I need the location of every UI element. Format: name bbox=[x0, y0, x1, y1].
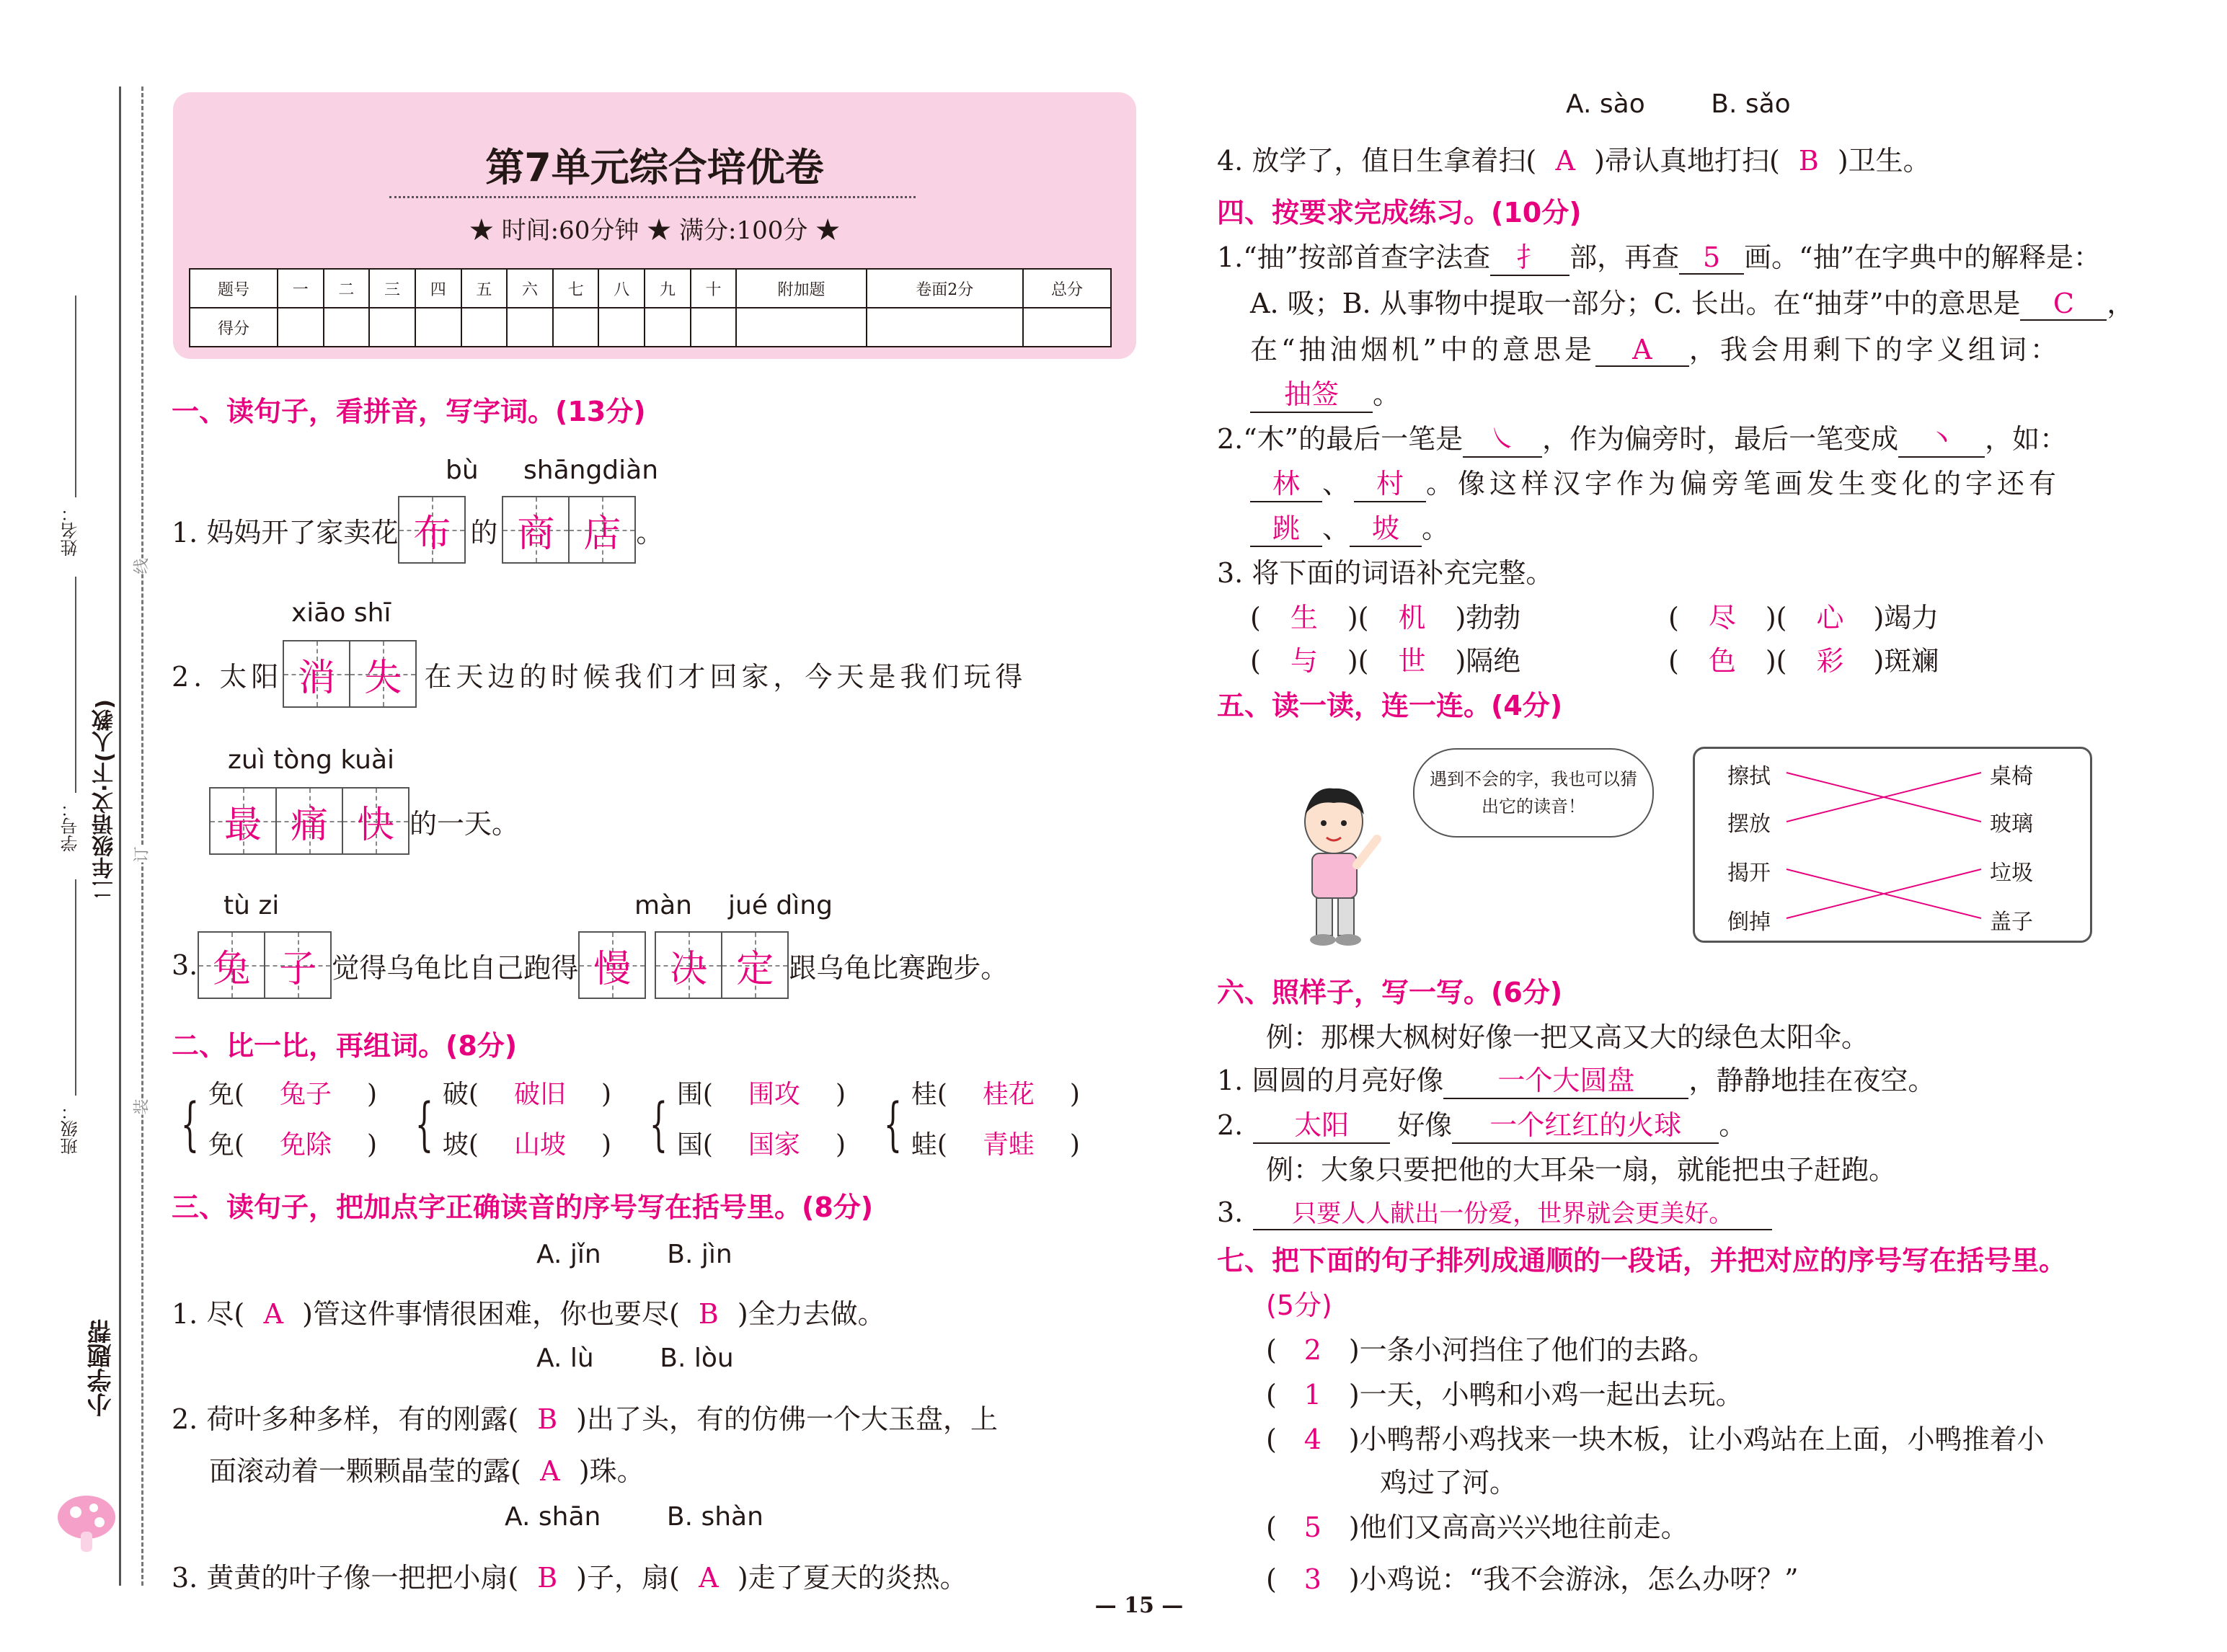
answer-blank[interactable]: B bbox=[698, 1298, 719, 1330]
s4-question-1-line2: A. 吸；B. 从事物中提取一部分；C. 长出。在“抽芽”中的意思是 C ， bbox=[1250, 288, 2135, 319]
class-blank[interactable] bbox=[75, 879, 76, 1096]
question-text: 3. bbox=[172, 949, 198, 981]
title-underline bbox=[389, 196, 916, 198]
section-1-heading: 一、读句子，看拼音，写字词。(13分) bbox=[172, 396, 646, 427]
answer-box[interactable]: 慢 bbox=[578, 931, 646, 999]
page-title: 第7单元综合培优卷 bbox=[485, 145, 824, 190]
score-cell[interactable] bbox=[553, 308, 599, 347]
answer-blank[interactable]: 尽 bbox=[1708, 602, 1736, 634]
answer-box[interactable]: 决 定 bbox=[655, 931, 789, 999]
answer-blank[interactable]: A bbox=[540, 1455, 560, 1487]
answer-blank[interactable]: 桂花 bbox=[982, 1080, 1035, 1109]
compare-row: 围( 围攻 ) bbox=[677, 1074, 846, 1124]
idiom-item: ( 尽 )( 心 )竭力 bbox=[1668, 595, 1939, 635]
example-sentence: 例：大象只要把他的大耳朵一扇，就能把虫子赶跑。 bbox=[1266, 1154, 1897, 1186]
answer-blank[interactable]: A bbox=[699, 1562, 719, 1594]
answer-blank[interactable]: ㇏ bbox=[1463, 417, 1542, 458]
idiom-item: ( 与 )( 世 )隔绝 bbox=[1250, 639, 1520, 678]
section-6-heading: 六、照样子，写一写。(6分) bbox=[1217, 977, 1563, 1008]
s4-question-2: 2.“木”的最后一笔是 ㇏ ，作为偏旁时，最后一笔变成 丶 ，如： bbox=[1217, 417, 2067, 458]
pinyin: jué dìng bbox=[728, 891, 833, 920]
pronunciation-options: A. lù B. lòu bbox=[536, 1344, 734, 1373]
section-7-heading: 七、把下面的句子排列成通顺的一段话，并把对应的序号写在括号里。 bbox=[1217, 1245, 2067, 1276]
example-sentence: 例：那棵大枫树好像一把又高又大的绿色太阳伞。 bbox=[1266, 1021, 1869, 1053]
pinyin: zuì tòng kuài bbox=[228, 745, 395, 775]
answer-blank[interactable]: 5 bbox=[1679, 241, 1744, 275]
student-id-label: 学号： bbox=[61, 800, 81, 852]
section-7-score: (5分) bbox=[1266, 1289, 1332, 1321]
answer-box[interactable]: 消 失 bbox=[283, 640, 417, 708]
compare-group bbox=[406, 1074, 611, 1175]
question-text: 的 bbox=[470, 516, 498, 549]
s4-question-1-line3: 在“抽油烟机”中的意思是 A ，我会用剩下的字义组词： bbox=[1250, 334, 2061, 365]
answer-blank[interactable]: 免除 bbox=[279, 1130, 332, 1160]
s6-question-2: 2. 太阳 好像 一个红红的火球 。 bbox=[1217, 1103, 1746, 1144]
s4-question-2-line3: 跳 、 坡 。 bbox=[1250, 506, 1449, 547]
binding-line-dashed bbox=[141, 86, 143, 1586]
question-text: 。 bbox=[636, 516, 664, 549]
score-header-cell: 题号 bbox=[190, 269, 278, 308]
answer-blank[interactable]: 青蛙 bbox=[982, 1130, 1035, 1160]
pinyin: xiāo shī bbox=[291, 598, 391, 628]
compare-row: 破( 破旧 ) bbox=[443, 1074, 611, 1124]
score-cell[interactable] bbox=[507, 308, 553, 347]
answer-blank[interactable]: 心 bbox=[1816, 602, 1844, 634]
score-cell[interactable] bbox=[461, 308, 508, 347]
compare-row: 蛙( 青蛙 ) bbox=[911, 1124, 1080, 1175]
score-cell[interactable] bbox=[369, 308, 415, 347]
score-header-cell: 八 bbox=[598, 269, 645, 308]
score-header-cell: 六 bbox=[507, 269, 553, 308]
score-cell[interactable] bbox=[415, 308, 461, 347]
name-blank[interactable] bbox=[75, 296, 76, 497]
compare-row: 免( 免除 ) bbox=[208, 1124, 377, 1175]
score-header-cell: 四 bbox=[415, 269, 461, 308]
answer-blank[interactable]: 3 bbox=[1303, 1563, 1321, 1595]
answer-blank[interactable]: C bbox=[2020, 288, 2107, 321]
s1-question-3 bbox=[172, 931, 1008, 999]
idiom-item: ( 生 )( 机 )勃勃 bbox=[1250, 595, 1520, 635]
compare-row: 桂( 桂花 ) bbox=[911, 1074, 1080, 1124]
order-item: ( 4 )小鸭帮小鸡找来一块木板，让小鸡站在上面，小鸭推着小 bbox=[1266, 1424, 2045, 1455]
match-left-item[interactable]: 擦拭 bbox=[1727, 764, 1771, 789]
pinyin: shāngdiàn bbox=[523, 456, 659, 485]
order-item: ( 2 )一条小河挡住了他们的去路。 bbox=[1266, 1334, 1716, 1366]
score-header-cell: 卷面2分 bbox=[867, 269, 1023, 308]
answer-blank[interactable]: 机 bbox=[1398, 602, 1426, 634]
score-cell[interactable] bbox=[324, 308, 370, 347]
pronunciation-options: A. shān B. shàn bbox=[505, 1502, 763, 1532]
answer-blank[interactable]: 太阳 bbox=[1253, 1103, 1390, 1144]
answer-blank[interactable]: 只要人人献出一份爱，世界就会更美好。 bbox=[1253, 1194, 1772, 1230]
answer-blank[interactable]: 世 bbox=[1398, 645, 1426, 677]
speech-bubble bbox=[1413, 748, 1654, 838]
s4-question-3-title: 3. 将下面的词语补充完整。 bbox=[1217, 557, 1554, 589]
exam-meta: ★ 时间:60分钟 ★ 满分:100分 ★ bbox=[469, 216, 841, 245]
answer-blank[interactable]: 兔子 bbox=[279, 1080, 332, 1109]
score-row-label: 得分 bbox=[190, 308, 278, 347]
brace-icon: { bbox=[649, 1091, 668, 1158]
order-item: ( 1 )一天，小鸭和小鸡一起出去玩。 bbox=[1266, 1379, 1743, 1411]
compare-row: 免( 兔子 ) bbox=[208, 1074, 377, 1124]
answer-blank[interactable]: B bbox=[537, 1403, 558, 1435]
answer-blank[interactable]: 一个大圆盘 bbox=[1443, 1058, 1688, 1099]
s3-question-1: 1. 尽( A )管这件事情很困难，你也要尽( B )全力去做。 bbox=[172, 1298, 885, 1330]
s6-question-3: 3. 只要人人献出一份爱，世界就会更美好。 bbox=[1217, 1194, 1772, 1230]
page-number: — 15 — bbox=[1094, 1593, 1184, 1618]
score-cell[interactable] bbox=[736, 308, 866, 347]
answer-blank[interactable]: B bbox=[1798, 145, 1819, 177]
section-3-heading: 三、读句子，把加点字正确读音的序号写在括号里。(8分) bbox=[172, 1191, 874, 1223]
match-right-item[interactable]: 盖子 bbox=[1990, 910, 2033, 935]
order-item-cont: 鸡过了河。 bbox=[1380, 1467, 1518, 1498]
answer-blank[interactable]: 国家 bbox=[748, 1130, 800, 1160]
answer-blank[interactable]: 色 bbox=[1708, 645, 1736, 677]
answer-blank[interactable]: 破旧 bbox=[513, 1080, 566, 1109]
name-label: 姓名： bbox=[61, 505, 81, 556]
student-id-blank[interactable] bbox=[75, 577, 76, 793]
section-2-heading: 二、比一比，再组词。(8分) bbox=[172, 1030, 518, 1062]
question-text: 在天边的时候我们才回家，今天是我们玩得 bbox=[424, 660, 1027, 693]
s3-question-2-cont: 面滚动着一颗颗晶莹的露( A )珠。 bbox=[209, 1455, 645, 1487]
compare-row: 坡( 山坡 ) bbox=[443, 1124, 611, 1175]
compare-group bbox=[875, 1074, 1080, 1175]
answer-blank[interactable]: B bbox=[537, 1562, 558, 1594]
s1-question-2 bbox=[172, 640, 1027, 708]
score-cell[interactable] bbox=[278, 308, 324, 347]
s1-question-2b bbox=[209, 787, 519, 855]
order-item: ( 5 )他们又高高兴兴地往前走。 bbox=[1266, 1511, 1688, 1543]
score-table bbox=[189, 268, 1112, 347]
answer-blank[interactable]: A bbox=[1595, 334, 1689, 367]
compare-group bbox=[172, 1074, 377, 1175]
pronunciation-options: A. jǐn B. jìn bbox=[536, 1240, 732, 1269]
match-left-item[interactable]: 倒掉 bbox=[1727, 910, 1771, 935]
s4-question-1: 1.“抽”按部首查字法查 扌 部，再查 5 画。“抽”在字典中的解释是： bbox=[1217, 235, 2101, 276]
section-4-heading: 四、按要求完成练习。(10分) bbox=[1217, 197, 1582, 228]
answer-blank[interactable]: A bbox=[263, 1298, 283, 1330]
score-header-cell: 附加题 bbox=[736, 269, 866, 308]
answer-blank[interactable]: 坡 bbox=[1350, 506, 1422, 547]
answer-blank[interactable]: 丶 bbox=[1898, 417, 1985, 458]
answer-box[interactable]: 最 痛 快 bbox=[209, 787, 409, 855]
match-right-item[interactable]: 桌椅 bbox=[1990, 764, 2033, 789]
score-cell[interactable] bbox=[691, 308, 737, 347]
answer-blank[interactable]: A bbox=[1555, 145, 1575, 177]
question-text: 觉得乌龟比自己跑得 bbox=[332, 951, 579, 984]
score-cell[interactable] bbox=[867, 308, 1023, 347]
answer-blank[interactable]: 村 bbox=[1354, 461, 1426, 502]
score-header-cell: 三 bbox=[369, 269, 415, 308]
answer-blank[interactable]: 山坡 bbox=[513, 1130, 566, 1160]
section-5-heading: 五、读一读，连一连。(4分) bbox=[1217, 690, 1563, 721]
pronunciation-options: A. sào B. sǎo bbox=[1566, 89, 1791, 119]
answer-box[interactable]: 兔 子 bbox=[198, 931, 332, 999]
score-header-cell: 二 bbox=[324, 269, 370, 308]
score-cell[interactable] bbox=[1023, 308, 1111, 347]
answer-blank[interactable]: 生 bbox=[1290, 602, 1318, 634]
pinyin: màn bbox=[634, 891, 692, 920]
s3-question-4: 4. 放学了，值日生拿着扫( A )帚认真地打扫( B )卫生。 bbox=[1217, 145, 1931, 177]
match-lines bbox=[1693, 747, 2088, 938]
score-header-cell: 十 bbox=[691, 269, 737, 308]
speech-bubble-text: 遇到不会的字，我也可以猜出它的读音！ bbox=[1430, 768, 1637, 817]
score-header-cell: 总分 bbox=[1023, 269, 1111, 308]
answer-blank[interactable]: 5 bbox=[1303, 1511, 1321, 1543]
compare-row: 国( 国家 ) bbox=[677, 1124, 846, 1175]
brace-icon: { bbox=[883, 1091, 903, 1158]
seal-char-zhuang: 装 bbox=[130, 1098, 152, 1114]
answer-blank[interactable]: 跳 bbox=[1250, 506, 1322, 547]
answer-blank[interactable]: 抽签 bbox=[1250, 372, 1373, 413]
idiom-item: ( 色 )( 彩 )斑斓 bbox=[1668, 639, 1939, 678]
answer-blank[interactable]: 一个红红的火球 bbox=[1452, 1103, 1719, 1144]
match-right-item[interactable]: 垃圾 bbox=[1990, 861, 2033, 886]
class-label: 班级： bbox=[61, 1103, 81, 1155]
answer-box[interactable]: 商 店 bbox=[502, 496, 636, 564]
compare-groups bbox=[172, 1074, 1080, 1175]
answer-blank[interactable]: 扌 bbox=[1490, 235, 1569, 276]
s4-question-2-line2: 林 、 村 。像这样汉字作为偏旁笔画发生变化的字还有 bbox=[1250, 461, 2060, 502]
score-header-cell: 九 bbox=[645, 269, 691, 308]
seal-char-ding: 订 bbox=[130, 846, 152, 862]
match-left-item[interactable]: 摆放 bbox=[1727, 812, 1771, 837]
score-cell[interactable] bbox=[645, 308, 691, 347]
score-header-cell: 五 bbox=[461, 269, 508, 308]
question-text: 1. 妈妈开了家卖花 bbox=[172, 516, 399, 549]
question-text: 跟乌龟比赛跑步。 bbox=[789, 951, 1009, 984]
order-item: ( 3 )小鸡说：“我不会游泳，怎么办呀？” bbox=[1266, 1563, 1799, 1595]
score-cell[interactable] bbox=[598, 308, 645, 347]
s1-question-1 bbox=[172, 496, 663, 564]
s3-question-2: 2. 荷叶多种多样，有的刚露( B )出了头，有的仿佛一个大玉盘，上 bbox=[172, 1403, 998, 1435]
seal-char-xian: 线 bbox=[130, 558, 152, 574]
answer-blank[interactable]: 与 bbox=[1290, 645, 1318, 677]
answer-blank[interactable]: 围攻 bbox=[748, 1080, 800, 1109]
answer-blank[interactable]: 林 bbox=[1250, 461, 1322, 502]
answer-blank[interactable]: 1 bbox=[1303, 1379, 1321, 1411]
s6-question-1: 1. 圆圆的月亮好像 一个大圆盘 ，静静地挂在夜空。 bbox=[1217, 1058, 1935, 1099]
book-title: 二年级语文·下(人教) bbox=[92, 699, 118, 900]
answer-blank[interactable]: 2 bbox=[1303, 1334, 1321, 1366]
boy-illustration bbox=[1283, 778, 1399, 951]
s3-question-3: 3. 黄黄的叶子像一把把小扇( B )子，扇( A )走了夏天的炎热。 bbox=[172, 1562, 968, 1594]
pinyin: tù zi bbox=[223, 891, 280, 920]
answer-blank[interactable]: 4 bbox=[1303, 1424, 1321, 1455]
answer-blank[interactable]: 彩 bbox=[1816, 645, 1844, 677]
brace-icon: { bbox=[415, 1091, 434, 1158]
match-right-item[interactable]: 玻璃 bbox=[1990, 812, 2033, 837]
mushroom-logo-icon bbox=[50, 1485, 123, 1557]
match-left-item[interactable]: 揭开 bbox=[1727, 861, 1771, 886]
s4-question-1-line4: 抽签 。 bbox=[1250, 372, 1400, 413]
score-header-cell: 一 bbox=[278, 269, 324, 308]
brand-logo-text: 小学题帮 bbox=[87, 1319, 116, 1417]
question-text: 的一天。 bbox=[409, 807, 520, 840]
brace-icon: { bbox=[180, 1091, 200, 1158]
pinyin: bù bbox=[446, 456, 479, 485]
score-header-cell: 七 bbox=[553, 269, 599, 308]
question-text: 2. 太阳 bbox=[172, 660, 283, 693]
answer-box[interactable]: 布 bbox=[398, 496, 466, 564]
compare-group bbox=[640, 1074, 846, 1175]
